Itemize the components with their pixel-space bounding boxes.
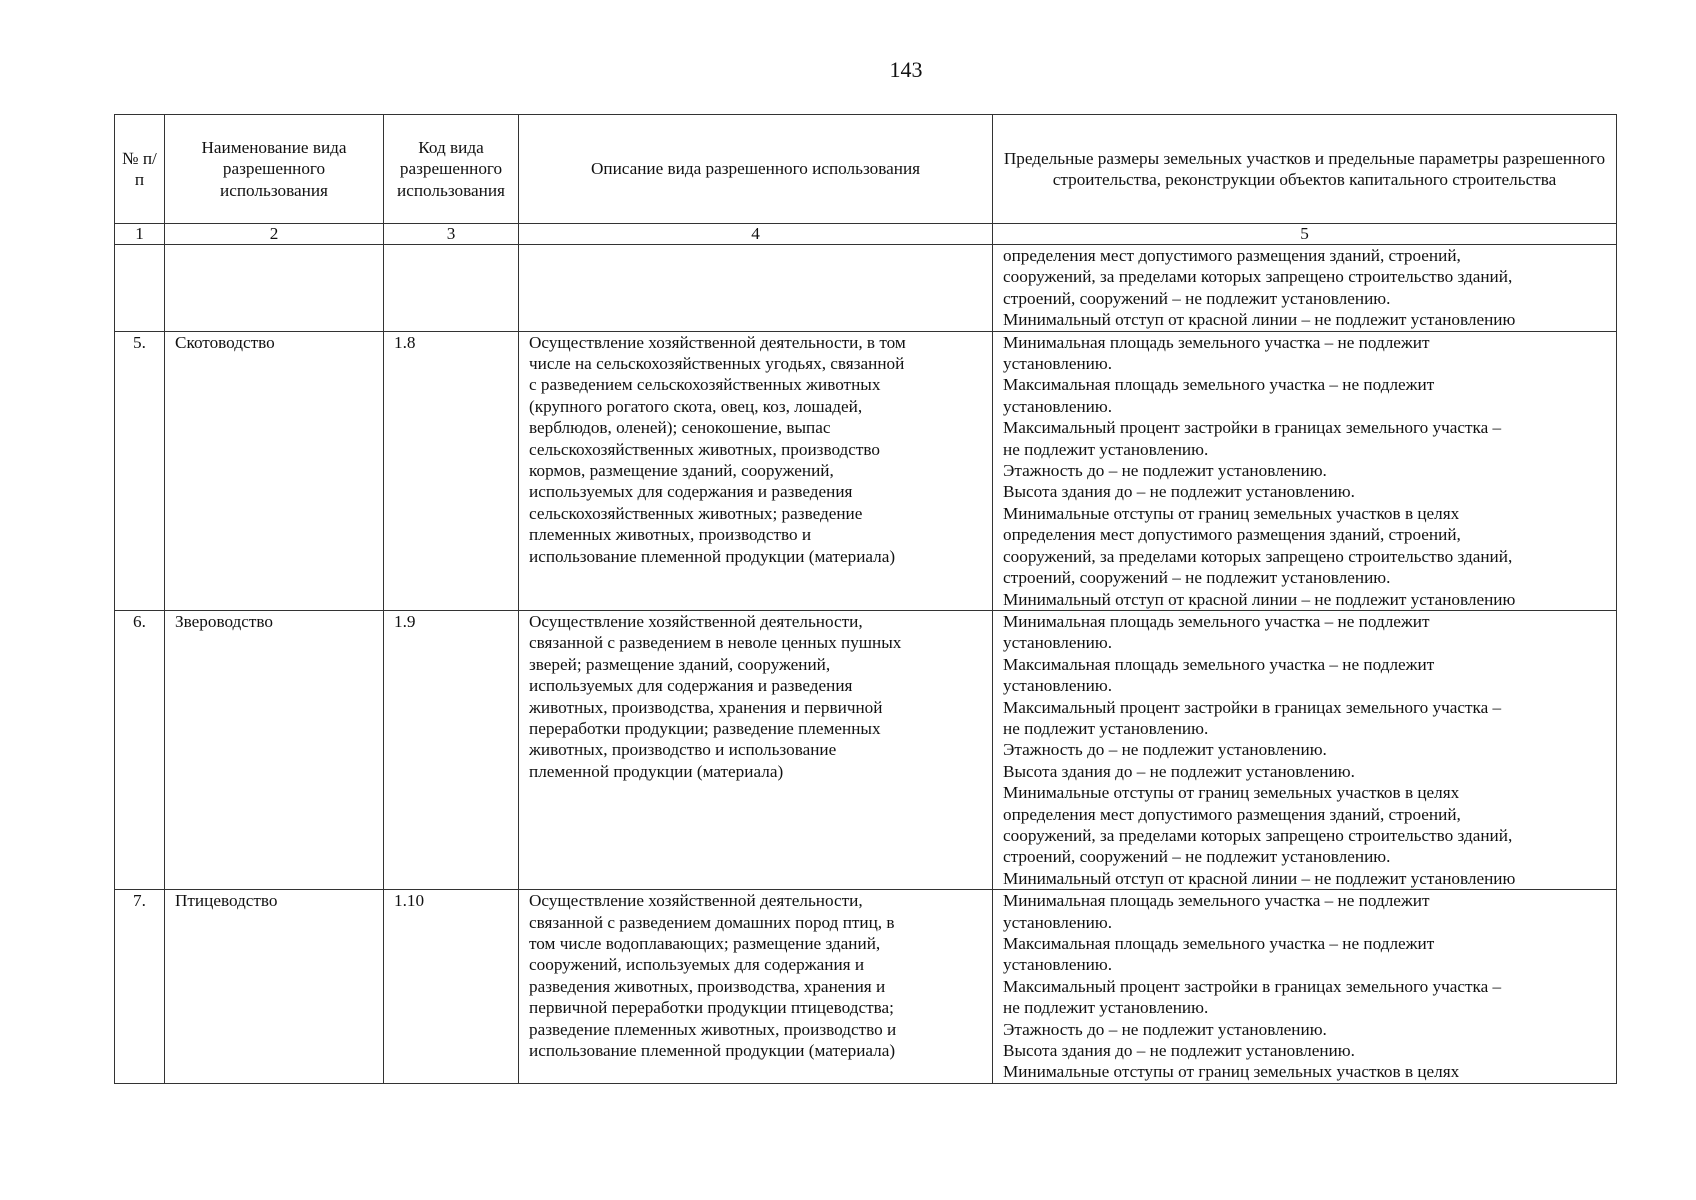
params-line: определения мест допустимого размещения зданий, строений, [1003,246,1461,265]
params-line: Максимальная площадь земельного участка – не подлежит [1003,375,1435,395]
params-line: Минимальная площадь земельного участка – не подлежит [1003,332,1430,352]
params-line: Высота здания до – не подлежит установлению. [1003,1041,1355,1061]
description-line: (крупного рогатого скота, овец, коз, лошадей, [529,396,863,416]
description-line: связанной с разведением домашних пород птиц, в [529,912,895,932]
empty-cell [384,245,519,332]
column-number: 1 [115,224,165,245]
description-line: Осуществление хозяйственной деятельности, [529,891,863,911]
description-line: разведение племенных животных, производство и [529,1019,897,1039]
description-line: кормов, размещение зданий, сооружений, [529,461,834,481]
use-name: Птицеводство [165,890,384,1084]
description-line: использование племенной продукции (материала) [529,546,896,566]
params-line: Минимальные отступы от границ земельных участков в целях [1003,503,1460,523]
description-line: племенной продукции (материала) [529,761,784,781]
params-line: Минимальные отступы от границ земельных участков в целях [1003,1062,1460,1082]
params-line: Максимальный процент застройки в границах земельного участка – [1003,976,1502,996]
empty-cell [115,245,165,332]
params-line: установлению. [1003,955,1112,975]
description-line: сооружений, используемых для содержания и [529,955,865,975]
use-name: Скотоводство [165,331,384,610]
header-code: Код вида разрешенного использования [384,115,519,224]
description-line: сельскохозяйственных животных, производство [529,439,881,459]
params-cell [993,331,1617,610]
description-line: животных, производство и использование [529,740,837,760]
description-line: сельскохозяйственных животных; разведение [529,503,863,523]
description-line: числе на сельскохозяйственных угодьях, связанной [529,354,905,374]
description-cell [519,331,993,610]
row-number: 7. [115,890,165,1084]
use-code: 1.10 [384,890,519,1084]
params-line: сооружений, за пределами которых запрещено строительство зданий, [1003,546,1513,566]
params-line: не подлежит установлению. [1003,718,1209,738]
description-line: разведения животных, производства, хранения и [529,976,886,996]
description-line: используемых для содержания и разведения [529,482,853,502]
description-line: связанной с разведением в неволе ценных пушных [529,633,902,653]
table-header-row [115,115,1617,224]
params-line: Минимальный отступ от красной линии – не подлежит установлению [1003,589,1516,609]
params-line: Этажность до – не подлежит установлению. [1003,1019,1327,1039]
row-number: 6. [115,610,165,889]
table-row [115,890,1617,1084]
use-code: 1.8 [384,331,519,610]
params-line: Минимальный отступ от красной линии – не подлежит установлению [1003,310,1516,330]
description-cell [519,610,993,889]
params-line: установлению. [1003,354,1112,374]
params-line: Максимальный процент застройки в границах земельного участка – [1003,418,1502,438]
params-line: Высота здания до – не подлежит установлению. [1003,482,1355,502]
column-number-row [115,224,1617,245]
params-cell [993,610,1617,889]
description-line: племенных животных, производство и [529,525,812,545]
description-line: использование племенной продукции (материала) [529,1041,896,1061]
params-line: Максимальная площадь земельного участка – не подлежит [1003,934,1435,953]
description-line: используемых для содержания и разведения [529,676,853,696]
params-line: Этажность до – не подлежит установлению. [1003,461,1327,481]
empty-cell [165,245,384,332]
params-line: установлению. [1003,676,1112,696]
params-line: не подлежит установлению. [1003,439,1209,459]
params-line: определения мест допустимого размещения зданий, строений, [1003,525,1461,545]
params-line: Минимальный отступ от красной линии – не подлежит установлению [1003,868,1516,888]
description-cell [519,890,993,1084]
table-row [115,331,1617,610]
header-params: Предельные размеры земельных участков и предельные параметры разрешенного строительства, реконструкции объектов капитального строительства [993,115,1617,224]
row-number: 5. [115,331,165,610]
description-line: верблюдов, оленей); сенокошение, выпас [529,418,831,438]
page-number: 143 [889,57,923,82]
table-row-continuation [115,245,1617,332]
description-line: том числе водоплавающих; размещение зданий, [529,934,881,953]
params-cell [993,245,1617,332]
params-line: не подлежит установлению. [1003,998,1209,1018]
params-line: строений, сооружений – не подлежит установлению. [1003,568,1391,588]
description-line: переработки продукции; разведение племенных [529,718,881,738]
description-line: Осуществление хозяйственной деятельности, в том [529,332,906,352]
params-line: установлению. [1003,633,1112,653]
params-line: установлению. [1003,396,1112,416]
empty-cell [519,245,993,332]
params-line: сооружений, за пределами которых запрещено строительство зданий, [1003,267,1513,287]
column-number: 3 [384,224,519,245]
params-line: сооружений, за пределами которых запрещено строительство зданий, [1003,825,1513,845]
description-line: с разведением сельскохозяйственных животных [529,375,881,395]
land-use-table [114,114,1617,1084]
header-name: Наименование вида разрешенного использования [165,115,384,224]
params-line: определения мест допустимого размещения зданий, строений, [1003,804,1461,824]
params-line: Минимальная площадь земельного участка – не подлежит [1003,611,1430,631]
params-line: Минимальные отступы от границ земельных участков в целях [1003,783,1460,803]
description-line: зверей; размещение зданий, сооружений, [529,654,831,674]
column-number: 4 [519,224,993,245]
params-line: Этажность до – не подлежит установлению. [1003,740,1327,760]
params-line: Высота здания до – не подлежит установлению. [1003,761,1355,781]
use-name: Звероводство [165,610,384,889]
description-line: Осуществление хозяйственной деятельности, [529,611,863,631]
use-code: 1.9 [384,610,519,889]
column-number: 5 [993,224,1617,245]
params-line: Максимальная площадь земельного участка – не подлежит [1003,654,1435,674]
params-line: установлению. [1003,912,1112,932]
column-number: 2 [165,224,384,245]
description-line: первичной переработки продукции птицеводства; [529,998,894,1018]
header-number: № п/п [115,115,165,224]
table-row [115,610,1617,889]
params-line: строений, сооружений – не подлежит установлению. [1003,288,1391,308]
params-cell [993,890,1617,1084]
params-line: Минимальная площадь земельного участка – не подлежит [1003,891,1430,911]
params-line: строений, сооружений – не подлежит установлению. [1003,847,1391,867]
params-line: Максимальный процент застройки в границах земельного участка – [1003,697,1502,717]
header-description: Описание вида разрешенного использования [519,115,993,224]
description-line: животных, производства, хранения и первичной [529,697,883,717]
